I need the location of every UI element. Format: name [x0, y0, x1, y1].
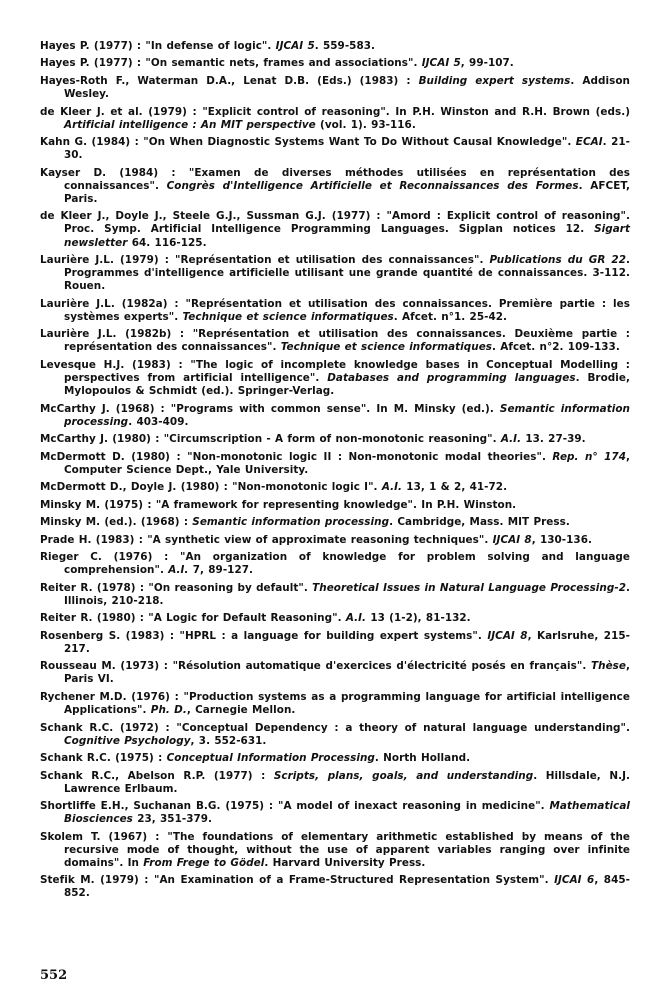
reference-entry [40, 57, 630, 70]
reference-details: . Afcet. n°2. 109-133. [492, 341, 620, 354]
reference-source: Theoretical Issues in Natural Language Processing-2 [312, 581, 626, 594]
reference-details: . 403-409. [128, 415, 189, 428]
reference-source: IJCAI 8 [492, 533, 532, 546]
reference-details: 13. 27-39. [521, 433, 586, 446]
reference-source: IJCAI 6 [554, 874, 595, 887]
reference-source: Sigart newsletter [64, 223, 630, 249]
reference-text: Laurière J.L. (1982b) : "Représentation et utilisation des connaissances. Deuxième partie : représentation des connaissances". [40, 328, 630, 354]
reference-text: Schank R.C. (1972) : "Conceptual Dependency : a theory of natural language understanding". [40, 721, 630, 734]
reference-entry [40, 254, 630, 293]
reference-source: Cognitive Psychology [64, 734, 191, 747]
reference-entry [40, 451, 630, 477]
reference-details: , 3. 552-631. [190, 734, 267, 747]
reference-entry [40, 136, 630, 162]
reference-source: A.I. [381, 481, 403, 494]
reference-text: Kahn G. (1984) : "On When Diagnostic Systems Want To Do Without Causal Knowledge". [40, 136, 576, 149]
reference-details: , Carnegie Mellon. [186, 704, 296, 717]
reference-text: Skolem T. (1967) : "The foundations of elementary arithmetic established by means of the recursive mode of thought, without the use of apparent variables ranging over infinite domains". In [40, 830, 630, 869]
reference-entry [40, 516, 630, 529]
reference-text: Minsky M. (ed.). (1968) : [40, 516, 193, 529]
reference-text: Stefik M. (1979) : "An Examination of a Frame-Structured Representation System". [40, 874, 555, 887]
reference-details: . North Holland. [374, 752, 471, 765]
reference-source: Congrès d'Intelligence Artificielle et Reconnaissances des Formes [166, 179, 579, 192]
reference-source: IJCAI 8 [487, 629, 528, 642]
reference-source: Rep. n° 174 [552, 450, 626, 463]
reference-details: , 130-136. [531, 533, 592, 546]
reference-source: ECAI [575, 136, 603, 149]
reference-entry [40, 770, 630, 796]
reference-entry [40, 499, 630, 512]
reference-text: McCarthy J. (1968) : "Programs with common sense". In M. Minsky (ed.). [40, 402, 500, 415]
reference-entry [40, 660, 630, 686]
reference-source: Artificial intelligence : An MIT perspective [64, 118, 316, 131]
reference-details: (vol. 1). 93-116. [315, 118, 416, 131]
reference-source: Thèse [590, 660, 626, 673]
reference-text: Rieger C. (1976) : "An organization of knowledge for problem solving and language comprehension". [40, 551, 630, 577]
reference-source: A.I. [345, 612, 367, 625]
reference-details: , Karlsruhe, 215-217. [64, 629, 630, 655]
reference-source: Semantic information processing [192, 516, 390, 529]
reference-text: Reiter R. (1978) : "On reasoning by default". [40, 581, 313, 594]
reference-entry [40, 75, 630, 101]
reference-source: Technique et science informatiques [182, 310, 394, 323]
reference-text: de Kleer J., Doyle J., Steele G.J., Sussman G.J. (1977) : "Amord : Explicit control of reasoning". Proc. Symp. Artificial Intelligence Programming Languages. Sigplan notices 12. [40, 210, 630, 236]
reference-text: Hayes P. (1977) : "On semantic nets, frames and associations". [40, 57, 422, 70]
reference-text: Schank R.C., Abelson R.P. (1977) : [40, 769, 274, 782]
reference-details: . Programmes d'intelligence artificielle utilisant une grande quantité de connaissances. 3-112. Rouen. [64, 254, 630, 293]
reference-entry [40, 582, 630, 608]
reference-source: IJCAI 5 [421, 57, 461, 70]
reference-source: Scripts, plans, goals, and understanding [273, 769, 534, 782]
reference-source: Building expert systems [418, 74, 571, 87]
reference-details: . AFCET, Paris. [64, 179, 630, 205]
reference-details: 7, 89-127. [188, 564, 254, 577]
reference-text: Minsky M. (1975) : "A framework for representing knowledge". In P.H. Winston. [40, 498, 517, 511]
reference-details: 13, 1 & 2, 41-72. [402, 481, 508, 494]
reference-entry [40, 691, 630, 717]
reference-details: , Paris VI. [64, 660, 630, 686]
reference-text: Hayes P. (1977) : "In defense of logic". [40, 40, 276, 52]
reference-details: , Computer Science Dept., Yale University. [64, 450, 630, 476]
reference-entry [40, 481, 630, 494]
reference-entry [40, 800, 630, 826]
reference-text: Prade H. (1983) : "A synthetic view of approximate reasoning techniques". [40, 533, 493, 546]
reference-source: A.I. [168, 564, 189, 577]
reference-text: Hayes-Roth F., Waterman D.A., Lenat D.B. (Eds.) (1983) : [40, 74, 419, 87]
reference-entry [40, 534, 630, 547]
reference-text: Rousseau M. (1973) : "Résolution automatique d'exercices d'électricité posés en français". [40, 660, 591, 673]
reference-text: Schank R.C. (1975) : [40, 752, 167, 765]
page-number: 552 [40, 968, 68, 983]
reference-entry [40, 612, 630, 625]
reference-entry [40, 831, 630, 870]
reference-text: Kayser D. (1984) : "Examen de diverses méthodes utilisées en représentation des connaissances". [40, 166, 630, 192]
reference-entry [40, 433, 630, 446]
reference-entry [40, 722, 630, 748]
reference-details: 13 (1-2), 81-132. [366, 612, 471, 625]
reference-entry [40, 752, 630, 765]
reference-details: . Harvard University Press. [264, 856, 426, 869]
reference-source: Publications du GR 22 [489, 254, 626, 267]
reference-text: Shortliffe E.H., Suchanan B.G. (1975) : "A model of inexact reasoning in medicine". [40, 800, 550, 813]
reference-text: Reiter R. (1980) : "A Logic for Default Reasoning". [40, 612, 346, 625]
reference-text: Levesque H.J. (1983) : "The logic of incomplete knowledge bases in Conceptual Modelling : perspectives from artificial intelligence". [40, 358, 630, 384]
reference-details: . Afcet. n°1. 25-42. [393, 310, 508, 323]
reference-entry [40, 551, 630, 577]
reference-details: . 21-30. [64, 136, 630, 162]
reference-entry [40, 403, 630, 429]
reference-source: From Frege to Gödel [143, 856, 265, 869]
reference-entry [40, 630, 630, 656]
reference-source: Mathematical Biosciences [64, 800, 630, 826]
reference-details: . Brodie, Mylopoulos & Schmidt (ed.). Springer-Verlag. [64, 371, 630, 398]
reference-entry [40, 210, 630, 249]
reference-entry [40, 874, 630, 900]
reference-source: Conceptual Information Processing [166, 752, 375, 765]
reference-source: Databases and programming languages [327, 371, 576, 384]
reference-details: . 559-583. [314, 40, 376, 52]
reference-text: Laurière J.L. (1982a) : "Représentation et utilisation des connaissances. Première partie : les systèmes experts". [40, 297, 630, 323]
reference-entry [40, 328, 630, 354]
reference-source: Ph. D. [150, 704, 187, 717]
reference-entry [40, 40, 630, 53]
reference-entry [40, 298, 630, 324]
reference-source: IJCAI 5 [275, 40, 315, 52]
reference-text: McDermott D., Doyle J. (1980) : "Non-monotonic logic I". [40, 481, 382, 494]
reference-details: 23, 351-379. [132, 813, 213, 826]
reference-details: . Hillsdale, N.J. Lawrence Erlbaum. [64, 769, 630, 795]
reference-text: Rychener M.D. (1976) : "Production systems as a programming language for artificial intelligence Applications". [40, 690, 630, 717]
reference-details: , 845-852. [64, 874, 630, 900]
reference-entry [40, 359, 630, 398]
reference-details: . Illinois, 210-218. [64, 581, 630, 607]
reference-text: Rosenberg S. (1983) : "HPRL : a language for building expert systems". [40, 629, 488, 642]
reference-text: McDermott D. (1980) : "Non-monotonic logic II : Non-monotonic modal theories". [40, 450, 553, 463]
reference-details: 64. 116-125. [127, 236, 207, 249]
reference-details: . Cambridge, Mass. MIT Press. [389, 516, 570, 529]
reference-entry [40, 106, 630, 132]
reference-text: McCarthy J. (1980) : "Circumscription - A form of non-monotonic reasoning". [40, 433, 501, 446]
reference-source: Technique et science informatiques [280, 341, 493, 354]
reference-text: de Kleer J. et al. (1979) : "Explicit control of reasoning". In P.H. Winston and R.H. Brown (eds.) [40, 105, 630, 118]
reference-source: Semantic information processing [64, 402, 630, 428]
reference-entry [40, 167, 630, 206]
reference-list [40, 40, 630, 905]
reference-text: Laurière J.L. (1979) : "Représentation et utilisation des connaissances". [40, 254, 490, 267]
reference-details: . Addison Wesley. [64, 74, 630, 101]
reference-details: , 99-107. [460, 57, 514, 70]
reference-source: A.I. [500, 433, 522, 446]
